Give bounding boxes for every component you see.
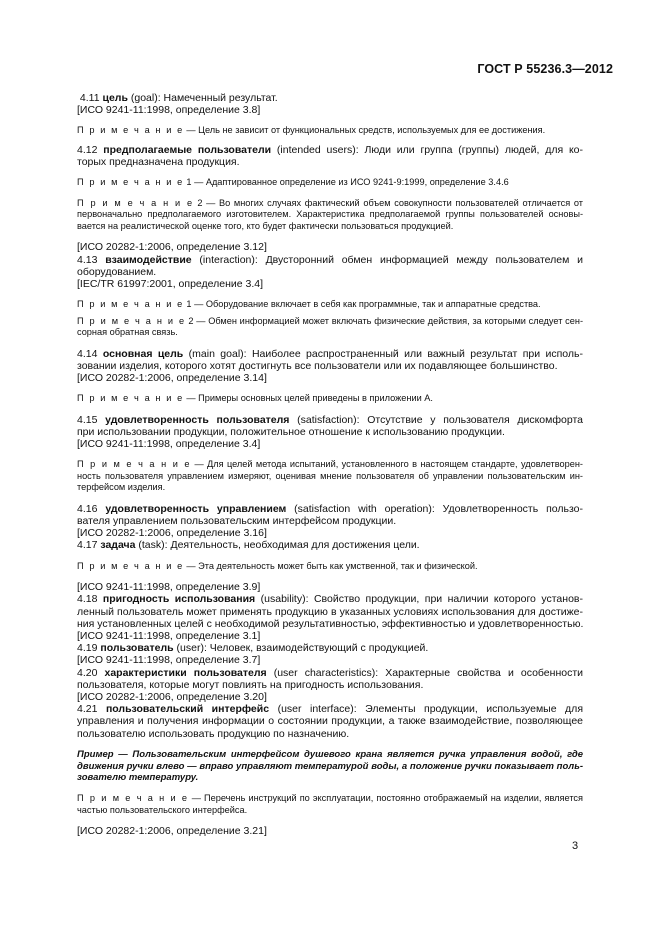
term-number: 4.15 <box>77 413 98 426</box>
reference: [ИСО 9241-11:1998, определение 3.1] <box>77 629 261 642</box>
term-entry-4-13 <box>77 254 583 266</box>
document-body <box>77 92 583 837</box>
term-entry-4-14 <box>77 348 583 360</box>
reference: [ИСО 20282-1:2006, определение 3.21] <box>77 825 267 838</box>
term-number: 4.11 <box>79 92 100 104</box>
reference: [ИСО 9241-11:1998, определение 3.9] <box>77 581 261 594</box>
note-label: П р и м е ч а н и е <box>77 393 184 404</box>
term-entry-4-16 <box>77 503 583 515</box>
note <box>77 561 583 573</box>
note-label: П р и м е ч а н и е <box>77 793 189 804</box>
term-definition-cont: ленный пользователь может применять продукцию в указанных условиях использования для достиже- <box>77 605 583 618</box>
note-cont: сорная обратная связь. <box>77 327 178 338</box>
term-name: предполагаемые пользователи <box>103 143 272 156</box>
term-definition-cont: при использовании продукции, положительное отношение к использованию продукции. <box>77 425 505 438</box>
reference: [IEC/TR 61997:2001, определение 3.4] <box>77 277 264 290</box>
note <box>77 393 583 405</box>
term-definition-cont: вателя управлением пользовательским интерфейсом продукции. <box>77 515 397 528</box>
term-name: удовлетворенность управлением <box>105 502 287 515</box>
term-entry-4-17 <box>77 539 583 551</box>
term-entry-4-12 <box>77 144 583 156</box>
term-definition: (intended users): Люди или группа (группы) людей, для ко- <box>271 143 583 156</box>
term-number: 4.17 <box>77 539 98 552</box>
example: Пример — Пользовательским интерфейсом душевого крана является ручка управления водой, где <box>77 748 583 760</box>
term-number: 4.13 <box>77 253 98 266</box>
note <box>77 793 583 805</box>
note-label: П р и м е ч а н и е <box>77 315 186 326</box>
note-label: П р и м е ч а н и е <box>77 177 184 188</box>
example-cont: зователю температуру. <box>77 772 199 784</box>
term-name: основная цель <box>102 347 184 360</box>
note-text: — Перечень инструкций по эксплуатации, постоянно отображаемый на изделии, является <box>188 793 583 804</box>
note-text: 2 — Во многих случаях фактический объем совокупности пользователей отличается от <box>193 197 584 208</box>
term-definition-cont: управления и получения информации о состоянии продукции, а также взаимодействие, позволяющее <box>77 715 583 728</box>
note-cont: ность пользователя управлением измеряют, оценивая мнение пользователя об управлении пользовательским ин- <box>77 470 583 481</box>
note-cont: терфейсом изделия. <box>77 482 166 493</box>
term-definition: (satisfaction with operation): Удовлетворенность пользо- <box>286 502 583 515</box>
term-entry-4-18 <box>77 593 583 605</box>
term-definition-cont: пользователя, которые могут повлиять на пригодность использования. <box>77 678 424 691</box>
note-cont: первоначально предполагаемого изготовителем. Характеристика предполагаемой группы пользователей основы- <box>77 209 583 220</box>
term-definition-cont: ния установленных целей с необходимой результативностью, эффективностью и удовлетворенностью. <box>77 617 584 630</box>
note <box>77 125 583 137</box>
term-definition: (interaction): Двусторонний обмен информацией между пользователем и <box>191 253 583 266</box>
reference: [ИСО 9241-11:1998, определение 3.7] <box>77 654 261 667</box>
note <box>77 316 583 328</box>
document-header: ГОСТ Р 55236.3—2012 <box>477 62 613 76</box>
term-definition: (user interface): Элементы продукции, используемые для <box>269 703 583 716</box>
term-number: 4.20 <box>77 666 98 679</box>
note-cont: частью пользовательского интерфейса. <box>77 804 248 815</box>
term-name: удовлетворенность пользователя <box>105 413 290 426</box>
term-definition: (task): Деятельность, необходимая для достижения цели. <box>135 539 420 552</box>
note-label: П р и м е ч а н и е <box>77 197 194 208</box>
term-definition-cont: пользователю использовать продукцию по назначению. <box>77 727 350 740</box>
note-label: П р и м е ч а н и е <box>77 299 184 310</box>
term-name: характеристики пользователя <box>104 666 267 679</box>
note-label: П р и м е ч а н и е <box>77 560 184 571</box>
reference: [ИСО 9241-11:1998, определение 3.8] <box>77 104 261 117</box>
term-name: взаимодействие <box>105 253 192 266</box>
note-label: П р и м е ч а н и е <box>77 125 184 136</box>
reference: [ИСО 20282-1:2006, определение 3.14] <box>77 372 267 385</box>
term-number: 4.16 <box>77 502 98 515</box>
term-number: 4.12 <box>77 143 98 156</box>
reference: [ИСО 20282-1:2006, определение 3.16] <box>77 527 267 540</box>
note-label: П р и м е ч а н и е <box>77 459 192 470</box>
term-definition-cont: торых предназначена продукция. <box>77 156 240 169</box>
term-definition: (goal): Намеченный результат. <box>127 92 278 104</box>
note-text: 1 — Оборудование включает в себя как программные, так и аппаратные средства. <box>183 299 541 310</box>
page-number: 3 <box>572 840 579 852</box>
note-text: — Для целей метода испытаний, установленного в настоящем стандарте, удовлетворен- <box>191 459 583 470</box>
term-entry-4-19 <box>77 642 583 654</box>
reference: [ИСО 9241-11:1998, определение 3.4] <box>77 438 261 451</box>
term-number: 4.21 <box>77 703 98 716</box>
example-cont: движения ручки влево — вправо управляют температурой воды, а положение ручки показывает поль- <box>77 760 583 772</box>
note-text: 2 — Обмен информацией может включать физические действия, за которыми следует сен- <box>185 315 583 326</box>
term-number: 4.19 <box>77 642 98 655</box>
note-text: 1 — Адаптированное определение из ИСО 9241-9:1999, определение 3.4.6 <box>183 177 509 188</box>
term-definition-cont: оборудованием. <box>77 265 157 278</box>
term-name: задача <box>100 539 136 552</box>
note <box>77 299 583 311</box>
reference: [ИСО 20282-1:2006, определение 3.12] <box>77 241 267 254</box>
term-definition: (satisfaction): Отсутствие у пользователя дискомфорта <box>289 413 583 426</box>
note-text: — Цель не зависит от функциональных средств, используемых для ее достижения. <box>183 125 546 136</box>
term-number: 4.18 <box>77 593 98 606</box>
term-name: пользовательский интерфейс <box>105 703 270 716</box>
note <box>77 459 583 471</box>
note-text: — Эта деятельность может быть как умственной, так и физической. <box>183 560 478 571</box>
note <box>77 177 583 189</box>
note-cont: вается на реалистической оценке того, кто будет фактически пользоваться продукцией. <box>77 220 454 231</box>
reference: [ИСО 20282-1:2006, определение 3.20] <box>77 690 267 703</box>
term-name: пользователь <box>100 642 174 655</box>
term-definition-cont: зовании изделия, которого хотят достигнуть все пользователи или их подавляющее большинство. <box>77 359 558 372</box>
term-definition: (user characteristics): Характерные свойства и особенности <box>266 666 584 679</box>
term-entry-4-15 <box>77 414 583 426</box>
note-text: — Примеры основных целей приведены в приложении А. <box>183 393 433 404</box>
term-name: пригодность использования <box>102 593 256 606</box>
term-number: 4.14 <box>77 347 98 360</box>
term-definition: (user): Человек, взаимодействующий с продукцией. <box>173 642 429 655</box>
term-entry-4-11 <box>77 92 583 104</box>
term-definition: (usability): Свойство продукции, при наличии которого установ- <box>255 593 583 606</box>
term-name: цель <box>102 92 128 104</box>
term-definition: (main goal): Наиболее распространенный или важный результат при исполь- <box>183 347 583 360</box>
term-entry-4-21 <box>77 703 583 715</box>
term-entry-4-20 <box>77 667 583 679</box>
note <box>77 198 583 210</box>
